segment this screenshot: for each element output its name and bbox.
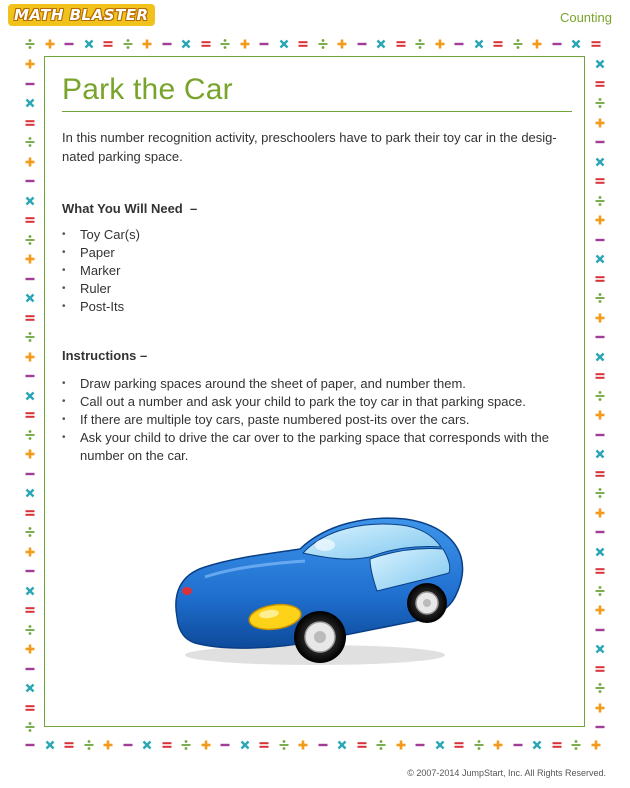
divide-icon — [25, 430, 35, 440]
minus-icon — [25, 79, 35, 89]
plus-icon — [337, 39, 347, 49]
plus-icon — [25, 547, 35, 557]
divide-icon — [513, 39, 523, 49]
plus-icon — [595, 410, 605, 420]
divide-icon — [25, 235, 35, 245]
plus-icon — [25, 352, 35, 362]
equals-icon — [595, 469, 605, 479]
times-icon — [595, 157, 605, 167]
times-icon — [595, 254, 605, 264]
divide-icon — [220, 39, 230, 49]
divide-icon — [279, 740, 289, 750]
minus-icon — [357, 39, 367, 49]
equals-icon — [25, 215, 35, 225]
equals-icon — [25, 313, 35, 323]
minus-icon — [25, 740, 35, 750]
divide-icon — [181, 740, 191, 750]
minus-icon — [595, 137, 605, 147]
times-icon — [25, 683, 35, 693]
equals-icon — [25, 703, 35, 713]
times-icon — [595, 59, 605, 69]
equals-icon — [25, 508, 35, 518]
list-item: • Paper — [62, 244, 140, 262]
instructions-list — [62, 375, 574, 465]
minus-icon — [123, 740, 133, 750]
divide-icon — [595, 586, 605, 596]
minus-icon — [595, 527, 605, 537]
list-item: • Post-Its — [62, 298, 140, 316]
equals-icon — [201, 39, 211, 49]
times-icon — [25, 98, 35, 108]
minus-icon — [318, 740, 328, 750]
equals-icon — [595, 176, 605, 186]
plus-icon — [595, 703, 605, 713]
minus-icon — [220, 740, 230, 750]
list-item: • If there are multiple toy cars, paste numbered post-its over the cars. — [62, 411, 574, 429]
divide-icon — [595, 683, 605, 693]
plus-icon — [25, 157, 35, 167]
plus-icon — [240, 39, 250, 49]
divide-icon — [474, 740, 484, 750]
equals-icon — [595, 371, 605, 381]
equals-icon — [25, 118, 35, 128]
times-icon — [181, 39, 191, 49]
top-bar — [0, 0, 630, 30]
minus-icon — [595, 235, 605, 245]
plus-icon — [103, 740, 113, 750]
times-icon — [571, 39, 581, 49]
equals-icon — [595, 274, 605, 284]
minus-icon — [415, 740, 425, 750]
plus-icon — [25, 59, 35, 69]
times-icon — [474, 39, 484, 49]
equals-icon — [493, 39, 503, 49]
divide-icon — [318, 39, 328, 49]
divide-icon — [123, 39, 133, 49]
title-divider — [62, 111, 572, 112]
intro-paragraph: In this number recognition activity, preschoolers have to park their toy car in the desig-nated parking space. — [62, 130, 557, 164]
times-icon — [84, 39, 94, 49]
minus-icon — [259, 39, 269, 49]
equals-icon — [64, 740, 74, 750]
equals-icon — [595, 79, 605, 89]
plus-icon — [595, 118, 605, 128]
minus-icon — [595, 332, 605, 342]
divide-icon — [84, 740, 94, 750]
divide-icon — [25, 39, 35, 49]
minus-icon — [25, 566, 35, 576]
minus-icon — [64, 39, 74, 49]
equals-icon — [591, 39, 601, 49]
plus-icon — [595, 508, 605, 518]
times-icon — [45, 740, 55, 750]
divide-icon — [595, 488, 605, 498]
divide-icon — [415, 39, 425, 49]
equals-icon — [25, 410, 35, 420]
times-icon — [532, 740, 542, 750]
needs-list — [62, 226, 140, 316]
plus-icon — [142, 39, 152, 49]
list-item: • Draw parking spaces around the sheet of paper, and number them. — [62, 375, 574, 393]
equals-icon — [259, 740, 269, 750]
math-blaster-logo[interactable]: MATH BLASTER — [8, 4, 155, 26]
minus-icon — [595, 430, 605, 440]
times-icon — [595, 547, 605, 557]
plus-icon — [493, 740, 503, 750]
plus-icon — [298, 740, 308, 750]
divide-icon — [595, 293, 605, 303]
equals-icon — [162, 740, 172, 750]
minus-icon — [25, 176, 35, 186]
times-icon — [25, 391, 35, 401]
list-item: • Call out a number and ask your child to park the toy car in that parking space. — [62, 393, 574, 411]
divide-icon — [25, 722, 35, 732]
minus-icon — [552, 39, 562, 49]
times-icon — [25, 488, 35, 498]
divide-icon — [376, 740, 386, 750]
equals-icon — [396, 39, 406, 49]
divide-icon — [571, 740, 581, 750]
plus-icon — [25, 449, 35, 459]
minus-icon — [595, 722, 605, 732]
plus-icon — [435, 39, 445, 49]
plus-icon — [595, 605, 605, 615]
instructions-heading: Instructions – — [62, 348, 148, 363]
plus-icon — [396, 740, 406, 750]
times-icon — [25, 293, 35, 303]
plus-icon — [591, 740, 601, 750]
minus-icon — [25, 469, 35, 479]
divide-icon — [595, 196, 605, 206]
times-icon — [279, 39, 289, 49]
category-label[interactable]: Counting — [559, 10, 612, 25]
equals-icon — [103, 39, 113, 49]
times-icon — [435, 740, 445, 750]
plus-icon — [201, 740, 211, 750]
divide-icon — [25, 332, 35, 342]
times-icon — [25, 196, 35, 206]
minus-icon — [162, 39, 172, 49]
list-item: • Toy Car(s) — [62, 226, 140, 244]
plus-icon — [532, 39, 542, 49]
times-icon — [595, 644, 605, 654]
minus-icon — [454, 39, 464, 49]
times-icon — [595, 352, 605, 362]
divide-icon — [25, 527, 35, 537]
minus-icon — [25, 371, 35, 381]
minus-icon — [595, 625, 605, 635]
list-item: • Ask your child to drive the car over to the parking space that corresponds with the number on the car. — [62, 429, 574, 465]
equals-icon — [25, 605, 35, 615]
needs-heading: What You Will Need – — [62, 201, 198, 216]
divide-icon — [595, 391, 605, 401]
plus-icon — [25, 254, 35, 264]
equals-icon — [552, 740, 562, 750]
plus-icon — [595, 313, 605, 323]
equals-icon — [595, 664, 605, 674]
equals-icon — [298, 39, 308, 49]
times-icon — [595, 449, 605, 459]
divide-icon — [25, 137, 35, 147]
copyright-footer: © 2007-2014 JumpStart, Inc. All Rights Reserved. — [407, 768, 606, 778]
minus-icon — [513, 740, 523, 750]
toy-car-icon — [165, 505, 465, 675]
divide-icon — [25, 625, 35, 635]
minus-icon — [25, 274, 35, 284]
page-title: Park the Car — [62, 73, 233, 106]
times-icon — [142, 740, 152, 750]
list-item: • Marker — [62, 262, 140, 280]
minus-icon — [25, 664, 35, 674]
times-icon — [376, 39, 386, 49]
divide-icon — [595, 98, 605, 108]
list-item: • Ruler — [62, 280, 140, 298]
plus-icon — [595, 215, 605, 225]
times-icon — [240, 740, 250, 750]
plus-icon — [45, 39, 55, 49]
equals-icon — [454, 740, 464, 750]
plus-icon — [25, 644, 35, 654]
times-icon — [337, 740, 347, 750]
equals-icon — [595, 566, 605, 576]
equals-icon — [357, 740, 367, 750]
times-icon — [25, 586, 35, 596]
